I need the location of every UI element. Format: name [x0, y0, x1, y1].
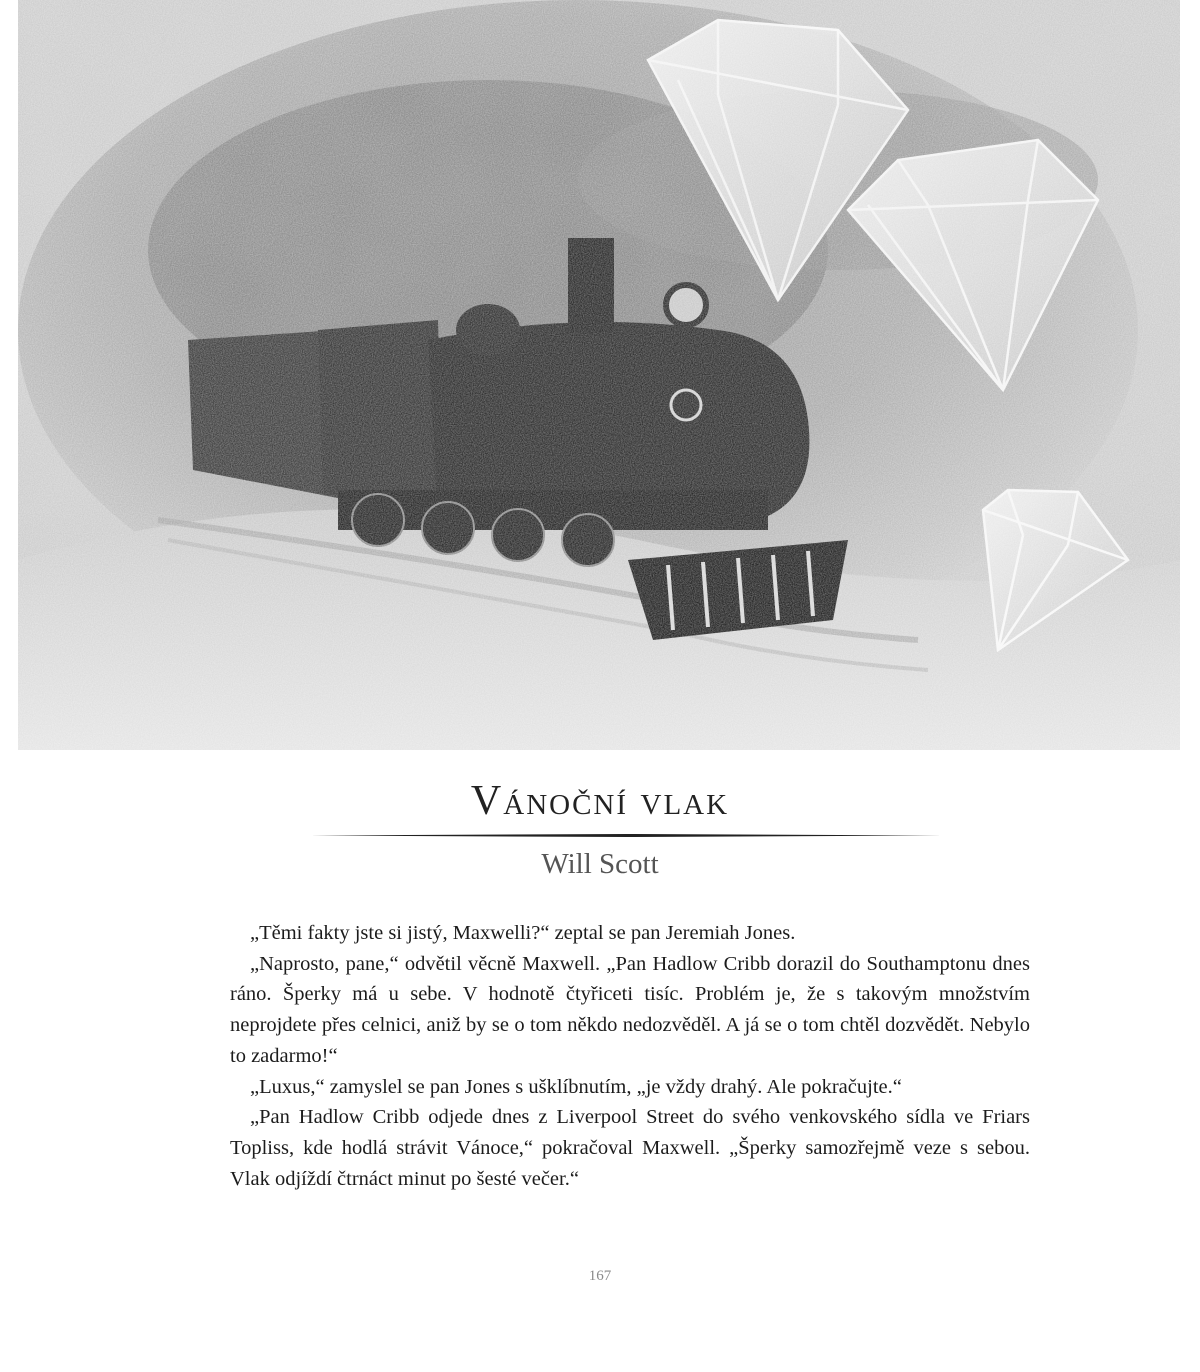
illustration-canvas [18, 0, 1180, 750]
title-rule [310, 834, 942, 837]
author-name: Will Scott [541, 848, 659, 880]
snow-speckle [18, 0, 1180, 750]
page-number: 167 [588, 1268, 612, 1284]
story-text [230, 918, 1030, 1194]
story-title: Vánoční vlak [470, 778, 730, 824]
chapter-illustration [18, 0, 1180, 750]
paragraph: „Těmi fakty jste si jistý, Maxwelli?“ zeptal se pan Jeremiah Jones. [250, 922, 796, 944]
paragraph: „Luxus,“ zamyslel se pan Jones s ušklíbnutím, „je vždy drahý. Ale pokračujte.“ [250, 1075, 902, 1098]
paragraph: „Naprosto, pane,“ odvětil věcně Maxwell. „Pan Hadlow Cribb dorazil do Southamptonu dnes ráno. Šperky má u sebe. V hodnotě čtyřiceti tisíc. Problém je, že s takovým množstvím neprojdete přes celnici, aniž by se o tom někdo nedozvěděl. A já se o tom chtěl dozvědět. Nebylo to zadarmo!“ [230, 952, 1030, 1067]
chapter-heading [0, 770, 1200, 880]
paragraph: „Pan Hadlow Cribb odjede dnes z Liverpool Street do svého venkovského sídla ve Friars Topliss, kde hodlá strávit Vánoce,“ pokračoval Maxwell. „Šperky samozřejmě veze s sebou. Vlak odjíždí čtrnáct minut po šesté večer.“ [230, 1106, 1030, 1190]
